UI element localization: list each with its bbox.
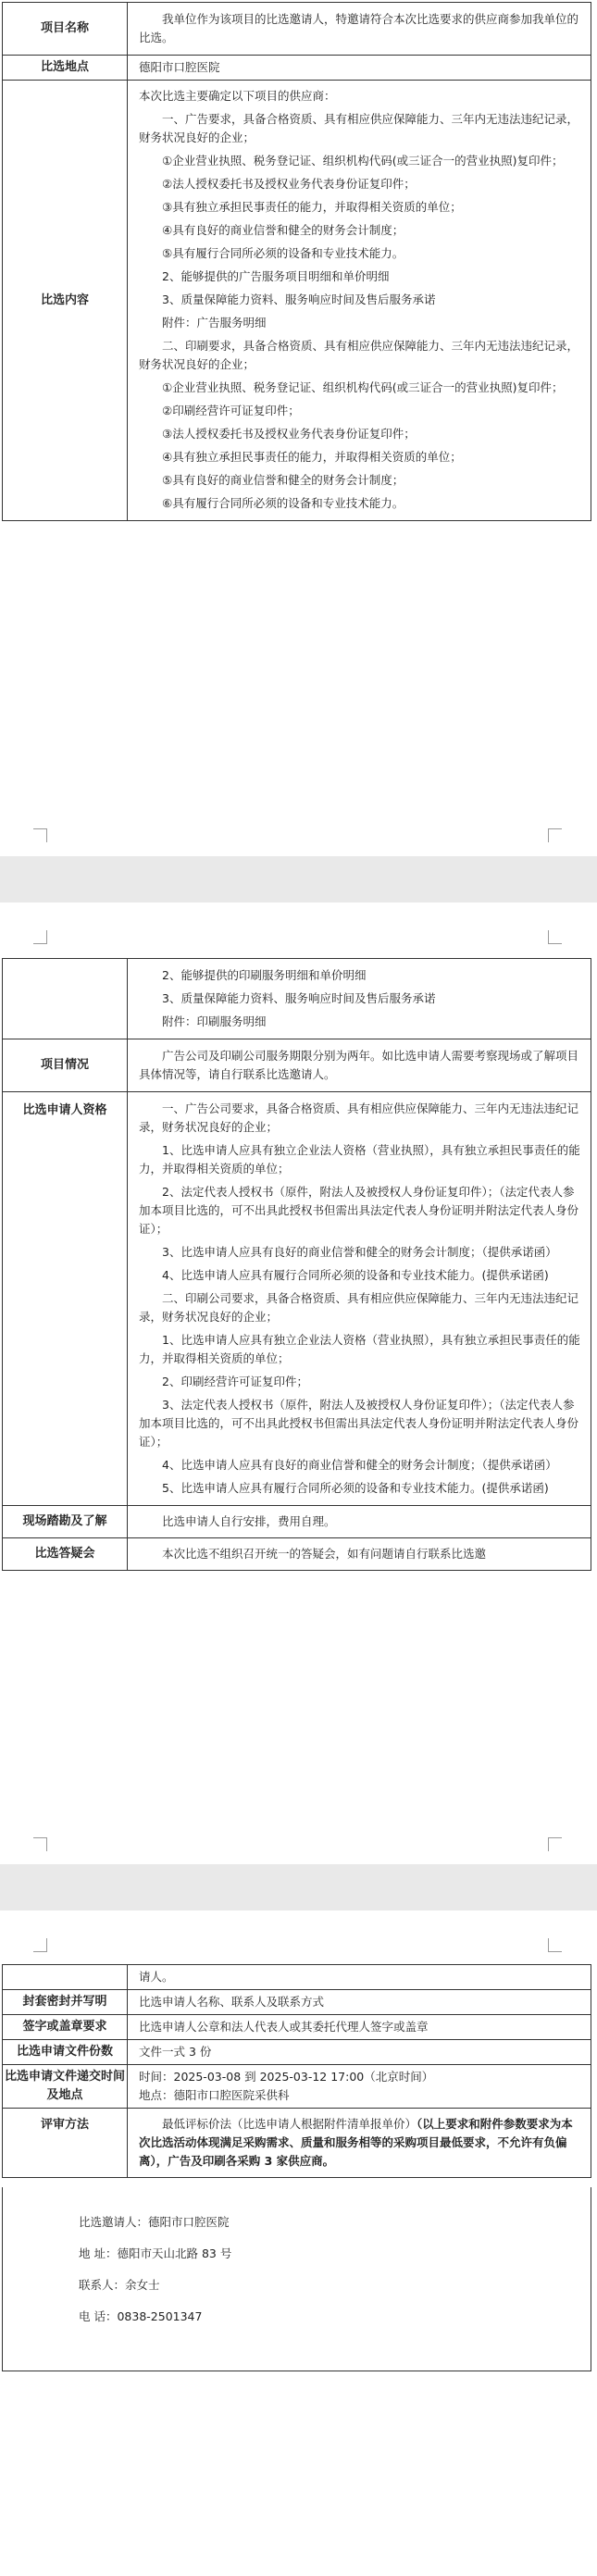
sign-value: 比选申请人公章和法人代表人或其委托代理人签字或盖章 xyxy=(128,2015,591,2040)
content-para: ④具有独立承担民事责任的能力，并取得相关资质的单位； xyxy=(162,450,462,464)
row-content-cont xyxy=(3,959,591,1039)
page-corner-mark xyxy=(548,1938,562,1952)
qa-value-cont: 请人。 xyxy=(128,1965,591,1990)
row-qa-cont xyxy=(3,1965,591,1990)
row-evaluation xyxy=(3,2109,591,2178)
row-project-name xyxy=(3,3,591,56)
situation-value: 广告公司及印刷公司服务期限分别为两年。如比选申请人需要考察现场或了解项目具体情况等，请自行联系比选邀请人。 xyxy=(128,1039,591,1092)
page-3-table xyxy=(2,1964,591,2178)
content-para: 附件：广告服务明细 xyxy=(162,316,267,330)
page-corner-mark xyxy=(548,930,562,944)
row-submit xyxy=(3,2065,591,2109)
seal-label: 封套密封并写明 xyxy=(3,1990,128,2015)
row-qualification xyxy=(3,1092,591,1506)
project-name-label: 项目名称 xyxy=(3,3,128,56)
site-visit-value: 比选申请人自行安排，费用自理。 xyxy=(128,1506,591,1538)
page-3 xyxy=(0,1910,597,2576)
qualification-para: 3、法定代表人授权书（原件，附法人及被授权人身份证复印件）；（法定代表人参加本项目比选的，可不出具此授权书但需出具法定代表人身份证明并附法定代表人身份证）； xyxy=(139,1398,579,1449)
qualification-label: 比选申请人资格 xyxy=(3,1092,128,1506)
submit-value xyxy=(128,2065,591,2109)
project-name-value: 我单位作为该项目的比选邀请人，特邀请符合本次比选要求的供应商参加我单位的比选。 xyxy=(128,3,591,56)
qa-label-blank xyxy=(3,1965,128,1990)
page-1-table xyxy=(2,2,591,521)
content-para: ⑤具有良好的商业信誉和健全的财务会计制度； xyxy=(162,473,404,487)
page-corner-mark xyxy=(548,1837,562,1851)
page-gap xyxy=(0,856,597,902)
qualification-para: 2、印刷经营许可证复印件； xyxy=(162,1375,308,1388)
sign-label: 签字或盖章要求 xyxy=(3,2015,128,2040)
content-para: 附件：印刷服务明细 xyxy=(162,1014,267,1028)
content-para: ⑥具有履行合同所必须的设备和专业技术能力。 xyxy=(162,496,404,510)
evaluation-value xyxy=(128,2109,591,2178)
qualification-para: 4、比选申请人应具有履行合同所必须的设备和专业技术能力。(提供承诺函) xyxy=(162,1268,549,1282)
page-2-table xyxy=(2,958,591,1571)
content-para: ①企业营业执照、税务登记证、组织机构代码(或三证合一的营业执照)复印件； xyxy=(162,154,564,168)
qualification-para: 5、比选申请人应具有履行合同所必须的设备和专业技术能力。(提供承诺函) xyxy=(162,1481,549,1495)
content-para: ③具有独立承担民事责任的能力，并取得相关资质的单位； xyxy=(162,200,462,214)
row-site-visit xyxy=(3,1506,591,1538)
page-gap xyxy=(0,1864,597,1910)
content-para: 二、印刷要求，具备合格资质、具有相应供应保障能力、三年内无违法违纪记录，财务状况良好的企业； xyxy=(139,339,579,371)
submit-label: 比选申请文件递交时间及地点 xyxy=(3,2065,128,2109)
copies-label: 比选申请文件份数 xyxy=(3,2040,128,2065)
page-corner-mark xyxy=(33,1938,47,1952)
qualification-para: 一、广告公司要求，具备合格资质、具有相应供应保障能力、三年内无违法违纪记录，财务状况良好的企业； xyxy=(139,1101,579,1134)
situation-label: 项目情况 xyxy=(3,1039,128,1092)
qa-label: 比选答疑会 xyxy=(3,1538,128,1571)
qualification-para: 2、法定代表人授权书（原件，附法人及被授权人身份证复印件）；（法定代表人参加本项目比选的，可不出具此授权书但需出具法定代表人身份证明并附法定代表人身份证）； xyxy=(139,1185,579,1236)
row-location xyxy=(3,56,591,81)
content-para: ③法人授权委托书及授权业务代表身份证复印件； xyxy=(162,427,416,441)
page-corner-mark xyxy=(33,930,47,944)
qa-value: 本次比选不组织召开统一的答疑会，如有问题请自行联系比选邀 xyxy=(128,1538,591,1571)
evaluation-method: 最低评标价法（比选申请人根据附件清单报单价） xyxy=(162,2117,417,2131)
row-sign xyxy=(3,2015,591,2040)
evaluation-requirement: （以上要求和附件参数要求为本次比选活动体现满足采购需求、质量和服务相等的采购项目最低要求，不允许有负偏离），广告及印刷各采购 3 家供应商。 xyxy=(139,2117,573,2168)
content-para: ②法人授权委托书及授权业务代表身份证复印件； xyxy=(162,177,416,191)
closing-phone: 电 话：0838-2501347 xyxy=(79,2309,203,2323)
content-para: ④具有良好的商业信誉和健全的财务会计制度； xyxy=(162,223,404,237)
content-label: 比选内容 xyxy=(3,81,128,521)
row-content xyxy=(3,81,591,521)
content-para: 3、质量保障能力资料、服务响应时间及售后服务承诺 xyxy=(162,292,436,306)
qualification-value xyxy=(128,1092,591,1506)
location-label: 比选地点 xyxy=(3,56,128,81)
copies-value: 文件一式 3 份 xyxy=(128,2040,591,2065)
evaluation-text xyxy=(139,2115,583,2171)
content-para: 2、能够提供的广告服务项目明细和单价明细 xyxy=(162,269,390,283)
content-para: 本次比选主要确定以下项目的供应商： xyxy=(139,89,336,103)
submit-time: 时间：2025-03-08 到 2025-03-12 17:00（北京时间） xyxy=(139,2070,434,2084)
content-para: 一、广告要求，具备合格资质、具有相应供应保障能力、三年内无违法违纪记录，财务状况良好的企业； xyxy=(139,112,579,144)
closing-inviter: 比选邀请人：德阳市口腔医院 xyxy=(79,2215,230,2229)
closing-address: 地 址：德阳市天山北路 83 号 xyxy=(79,2246,232,2260)
page-2 xyxy=(0,902,597,1864)
page-corner-mark xyxy=(33,828,47,842)
closing-contact: 联系人：余女士 xyxy=(79,2278,160,2292)
qualification-para: 4、比选申请人应具有良好的商业信誉和健全的财务会计制度；（提供承诺函） xyxy=(162,1458,557,1472)
qualification-para: 1、比选申请人应具有独立企业法人资格（营业执照），具有独立承担民事责任的能力，并取得相关资质的单位； xyxy=(139,1333,580,1365)
page-corner-mark xyxy=(33,1837,47,1851)
seal-value: 比选申请人名称、联系人及联系方式 xyxy=(128,1990,591,2015)
page-corner-mark xyxy=(548,828,562,842)
evaluation-label: 评审方法 xyxy=(3,2109,128,2178)
closing-block xyxy=(2,2187,591,2371)
location-value: 德阳市口腔医院 xyxy=(128,56,591,81)
content-para: ⑤具有履行合同所必须的设备和专业技术能力。 xyxy=(162,246,404,260)
site-visit-label: 现场踏勘及了解 xyxy=(3,1506,128,1538)
content-value xyxy=(128,81,591,521)
page-1 xyxy=(0,0,597,856)
content-label-blank xyxy=(3,959,128,1039)
content-para: ②印刷经营许可证复印件； xyxy=(162,404,300,417)
content-para: ①企业营业执照、税务登记证、组织机构代码(或三证合一的营业执照)复印件； xyxy=(162,380,564,394)
content-para: 2、能够提供的印刷服务明细和单价明细 xyxy=(162,968,367,982)
qualification-para: 3、比选申请人应具有良好的商业信誉和健全的财务会计制度；（提供承诺函） xyxy=(162,1245,557,1259)
row-seal xyxy=(3,1990,591,2015)
row-qa xyxy=(3,1538,591,1571)
qualification-para: 二、印刷公司要求，具备合格资质、具有相应供应保障能力、三年内无违法违纪记录，财务状况良好的企业； xyxy=(139,1291,579,1324)
row-copies xyxy=(3,2040,591,2065)
submit-place: 地点：德阳市口腔医院采供科 xyxy=(139,2088,290,2102)
content-para: 3、质量保障能力资料、服务响应时间及售后服务承诺 xyxy=(162,991,436,1005)
qualification-para: 1、比选申请人应具有独立企业法人资格（营业执照），具有独立承担民事责任的能力，并取得相关资质的单位； xyxy=(139,1143,580,1176)
content-value-cont xyxy=(128,959,591,1039)
row-situation xyxy=(3,1039,591,1092)
